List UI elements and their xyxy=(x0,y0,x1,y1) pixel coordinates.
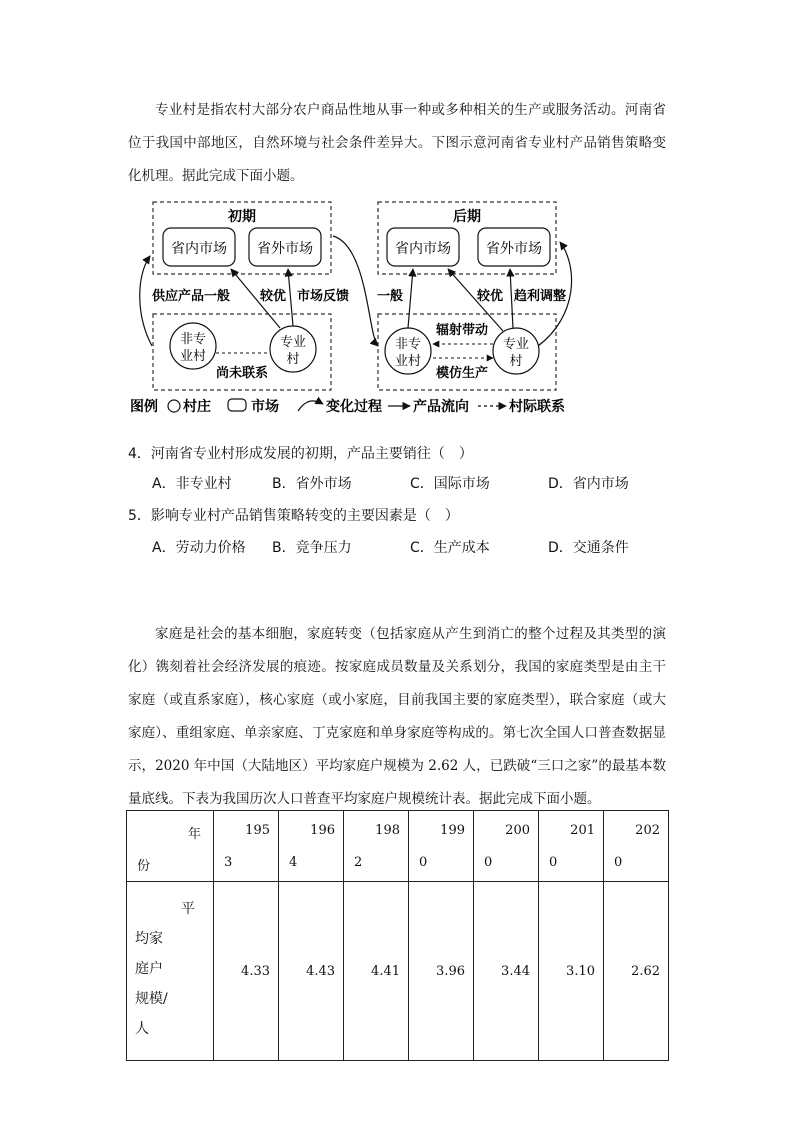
market-feedback-label: 市场反馈 xyxy=(296,289,350,304)
early-provincial-market-label: 省内市场 xyxy=(171,241,227,257)
legend-change-icon xyxy=(298,401,323,411)
early-not-connected: 尚未联系 xyxy=(215,366,269,381)
early-non-specialized-label: 非专 xyxy=(179,332,207,347)
intro-text-2: 家庭是社会的基本细胞，家庭转变（包括家庭从产生到消亡的整个过程及其类型的演化）镌刻着社会经济发展的痕迹。按家庭成员数量及关系划分，我国的家庭类型是由主干家庭（或直系家庭），核心家庭（或小家庭，目前我国主要的家庭类型），联合家庭（或大家庭）、重组家庭、单亲家庭、丁克家庭和单身家庭等构成的。第七次全国人口普查数据显示，2020 年中国（大陆地区）平均家庭户规模为 2.62 人，已跌破“三口之家”的最基本数量底线。下表为我国历次人口普查平均家庭户规模统计表。据此完成下面小题。 xyxy=(128,626,666,807)
late-non-specialized-label: 非专 xyxy=(394,337,422,352)
imitate-production-label: 模仿生产 xyxy=(435,366,489,381)
question-4-stem: 4．河南省专业村形成发展的初期，产品主要销往（ ） xyxy=(128,446,473,462)
early-flow-to-outside xyxy=(288,269,293,326)
early-better-label: 较优 xyxy=(259,289,287,304)
legend-village: 村庄 xyxy=(183,399,211,415)
legend-market: 市场 xyxy=(251,399,279,415)
svg-text:村: 村 xyxy=(509,354,523,369)
year-cell: 198 2 xyxy=(344,811,409,882)
svg-text:业村: 业村 xyxy=(394,354,422,369)
early-general-label: 一般 xyxy=(203,289,231,304)
year-cell: 195 3 xyxy=(214,811,279,882)
value-cell: 4.41 xyxy=(344,882,409,1061)
early-outside-market-label: 省外市场 xyxy=(257,241,313,257)
value-cell: 3.10 xyxy=(539,882,604,1061)
late-flow-spec-to-outside xyxy=(510,269,513,328)
year-cell: 201 0 xyxy=(539,811,604,882)
q4-option-b[interactable]: B．省外市场 xyxy=(272,476,352,492)
header-top: 年 xyxy=(187,827,201,842)
row-label-cell: 平 均家 庭户 规模/ 人 xyxy=(127,882,214,1061)
late-specialized-label: 专业 xyxy=(502,337,530,352)
early-title: 初期 xyxy=(228,209,256,225)
household-size-table xyxy=(126,810,669,1061)
value-cell: 3.44 xyxy=(474,882,539,1061)
legend-market-icon xyxy=(228,399,246,411)
svg-text:业村: 业村 xyxy=(179,349,207,364)
q5-option-b[interactable]: B．竞争压力 xyxy=(272,540,352,556)
late-title: 后期 xyxy=(453,209,481,225)
late-general-label: 一般 xyxy=(376,289,404,304)
radiate-drive-label: 辐射带动 xyxy=(435,323,489,338)
table-row-years xyxy=(127,811,669,882)
legend-change: 变化过程 xyxy=(326,399,382,415)
value-cell: 4.43 xyxy=(279,882,344,1061)
value-cell: 2.62 xyxy=(604,882,669,1061)
supply-product-label: 供应产品 xyxy=(151,289,205,304)
late-flow-non-to-provincial xyxy=(408,269,413,328)
year-cell: 200 0 xyxy=(474,811,539,882)
header-bottom: 份 xyxy=(137,859,151,874)
intro-text-1: 专业村是指农村大部分农户商品性地从事一种或多种相关的生产或服务活动。河南省位于我国中部地区，自然环境与社会条件差异大。下图示意河南省专业村产品销售策略变化机理。据此完成下面小题。 xyxy=(128,102,666,184)
late-outside-market-label: 省外市场 xyxy=(486,241,542,257)
legend-label: 图例 xyxy=(130,399,158,415)
year-cell: 199 0 xyxy=(409,811,474,882)
q5-option-d[interactable]: D．交通条件 xyxy=(548,540,629,556)
profit-adjust-label: 趋利调整 xyxy=(513,289,567,304)
q4-option-d[interactable]: D．省内市场 xyxy=(548,476,629,492)
legend-village-icon xyxy=(168,400,180,412)
q5-option-a[interactable]: A．劳动力价格 xyxy=(152,540,246,556)
early-specialized-label: 专业 xyxy=(279,335,307,350)
table-header-cell xyxy=(127,811,214,882)
year-cell: 196 4 xyxy=(279,811,344,882)
late-better-label: 较优 xyxy=(476,289,504,304)
q5-option-c[interactable]: C．生产成本 xyxy=(410,540,490,556)
svg-text:村: 村 xyxy=(286,352,300,367)
sales-strategy-diagram xyxy=(128,196,588,418)
value-cell: 4.33 xyxy=(214,882,279,1061)
question-5-stem: 5．影响专业村产品销售策略转变的主要因素是（ ） xyxy=(128,508,459,524)
legend-flow: 产品流向 xyxy=(413,399,469,415)
intro-paragraph-2 xyxy=(128,618,666,816)
early-change-arrow xyxy=(140,256,152,346)
q4-option-a[interactable]: A．非专业村 xyxy=(152,476,232,492)
q4-option-c[interactable]: C．国际市场 xyxy=(410,476,490,492)
year-cell: 202 0 xyxy=(604,811,669,882)
intro-paragraph-1 xyxy=(128,94,666,193)
value-cell: 3.96 xyxy=(409,882,474,1061)
table-row-values xyxy=(127,882,669,1061)
late-provincial-market-label: 省内市场 xyxy=(395,241,451,257)
legend-link: 村际联系 xyxy=(509,399,565,415)
